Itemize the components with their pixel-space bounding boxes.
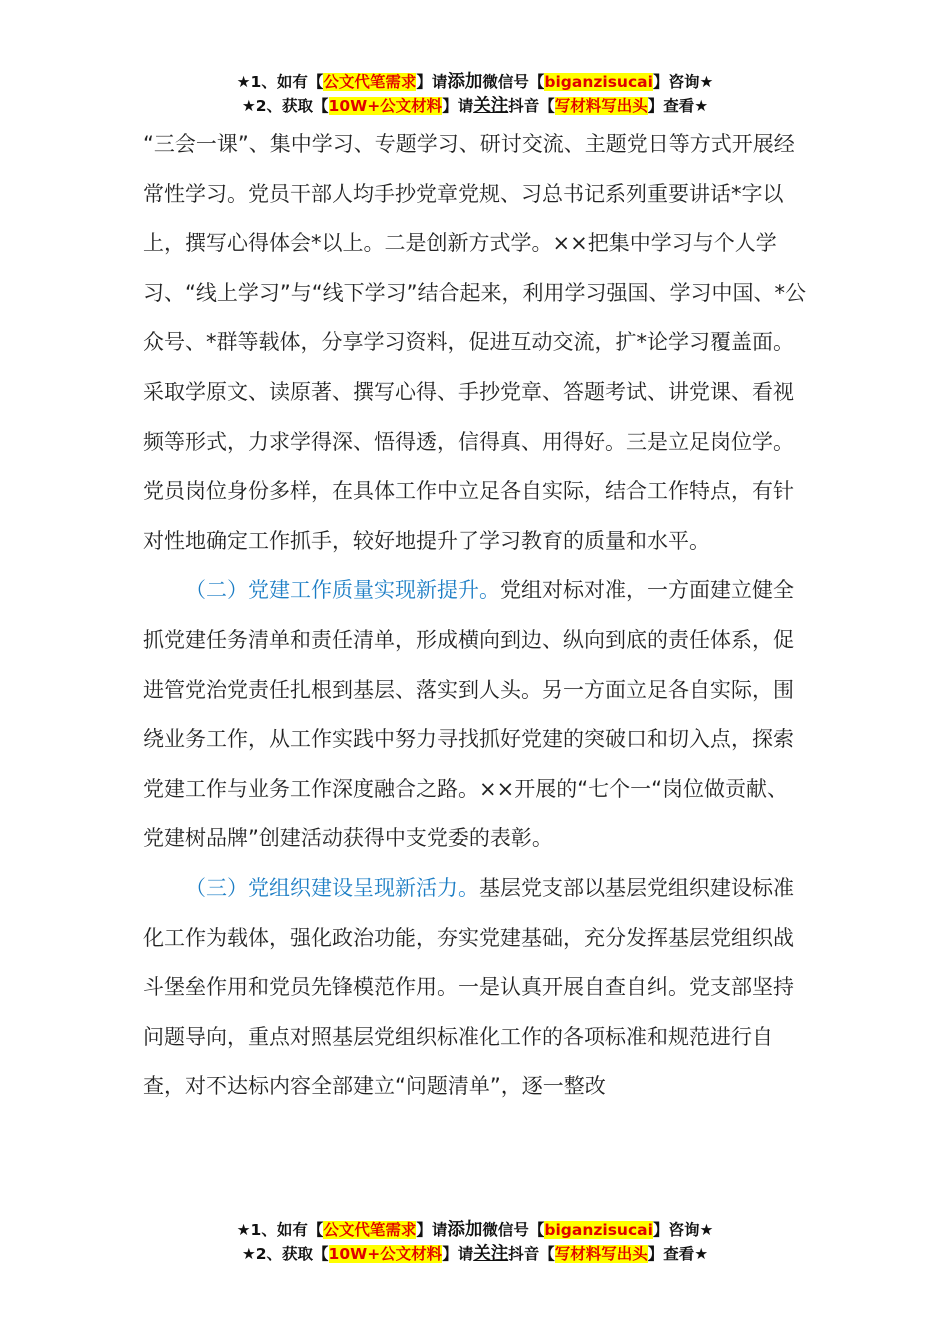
banner-text: 关注 xyxy=(473,1244,509,1264)
banner-text: ★1、如有【 xyxy=(236,73,324,91)
banner-line-1 xyxy=(0,1218,950,1242)
banner-text: 微信号【 xyxy=(482,73,545,91)
banner-text: ★2、获取【 xyxy=(241,1245,329,1263)
banner-text: ★2、获取【 xyxy=(241,97,329,115)
banner-line-2 xyxy=(0,94,950,118)
banner-text: 】请 xyxy=(416,1221,448,1239)
banner-text: 添加 xyxy=(447,72,483,92)
banner-highlight: 公文代笔需求 xyxy=(323,73,417,91)
paragraph-3 xyxy=(143,864,808,1112)
paragraph-2 xyxy=(143,566,808,864)
header-banner xyxy=(0,70,950,118)
section-heading-3: （三）党组织建设呈现新活力。 xyxy=(185,875,479,900)
paragraph-1: “三会一课”、集中学习、专题学习、研讨交流、主题党日等方式开展经常性学习。党员干部人均手抄党章党规、习总书记系列重要讲话*字以上，撰写心得体会*以上。二是创新方式学。××把集中学习与个人学习、“线上学习”与“线下学习”结合起来，利用学习强国、学习中国、*公众号、*群等载体，分享学习资料，促进互动交流，扩*论学习覆盖面。采取学原文、读原著、撰写心得、手抄党章、答题考试、讲党课、看视频等形式，力求学得深、悟得透，信得真、用得好。三是立足岗位学。党员岗位身份多样，在具体工作中立足各自实际，结合工作特点，有针对性地确定工作抓手，较好地提升了学习教育的质量和水平。 xyxy=(143,132,807,553)
paragraph-3-text: 基层党支部以基层党组织建设标准化工作为载体，强化政治功能，夯实党建基础，充分发挥基层党组织战斗堡垒作用和党员先锋模范作用。一是认真开展自查自纠。党支部坚持问题导向，重点对照基层党组织标准化工作的各项标准和规范进行自查，对不达标内容全部建立“问题清单”，逐一整改 xyxy=(143,875,794,1099)
banner-douyin-id: 写材料写出头 xyxy=(554,1245,648,1263)
section-heading-2: （二）党建工作质量实现新提升。 xyxy=(185,578,500,603)
banner-wechat-id: biganzisucai xyxy=(544,1221,653,1239)
banner-text: 】咨询★ xyxy=(652,1221,714,1239)
banner-wechat-id: biganzisucai xyxy=(544,73,653,91)
banner-text: 抖音【 xyxy=(508,97,555,115)
banner-highlight: 10W+公文材料 xyxy=(328,97,443,115)
banner-text: 】请 xyxy=(416,73,448,91)
footer-banner xyxy=(0,1218,950,1266)
banner-line-1 xyxy=(0,70,950,94)
banner-douyin-id: 写材料写出头 xyxy=(554,97,648,115)
document-body xyxy=(143,120,808,1112)
banner-line-2 xyxy=(0,1242,950,1266)
banner-text: 抖音【 xyxy=(508,1245,555,1263)
paragraph-2-text: 党组对标对准，一方面建立健全抓党建任务清单和责任清单，形成横向到边、纵向到底的责任体系，促进管党治党责任扎根到基层、落实到人头。另一方面立足各自实际，围绕业务工作，从工作实践中努力寻找抓好党建的突破口和切入点，探索党建工作与业务工作深度融合之路。××开展的“七个一“岗位做贡献、党建树品牌”创建活动获得中支党委的表彰。 xyxy=(143,578,794,851)
banner-text: 】请 xyxy=(442,1245,474,1263)
banner-text: ★1、如有【 xyxy=(236,1221,324,1239)
banner-text: 】请 xyxy=(442,97,474,115)
banner-text: 】查看★ xyxy=(647,97,709,115)
banner-text: 】咨询★ xyxy=(652,73,714,91)
banner-highlight: 公文代笔需求 xyxy=(323,1221,417,1239)
banner-text: 微信号【 xyxy=(482,1221,545,1239)
banner-text: 添加 xyxy=(447,1220,483,1240)
banner-text: 关注 xyxy=(473,96,509,116)
banner-highlight: 10W+公文材料 xyxy=(328,1245,443,1263)
banner-text: 】查看★ xyxy=(647,1245,709,1263)
